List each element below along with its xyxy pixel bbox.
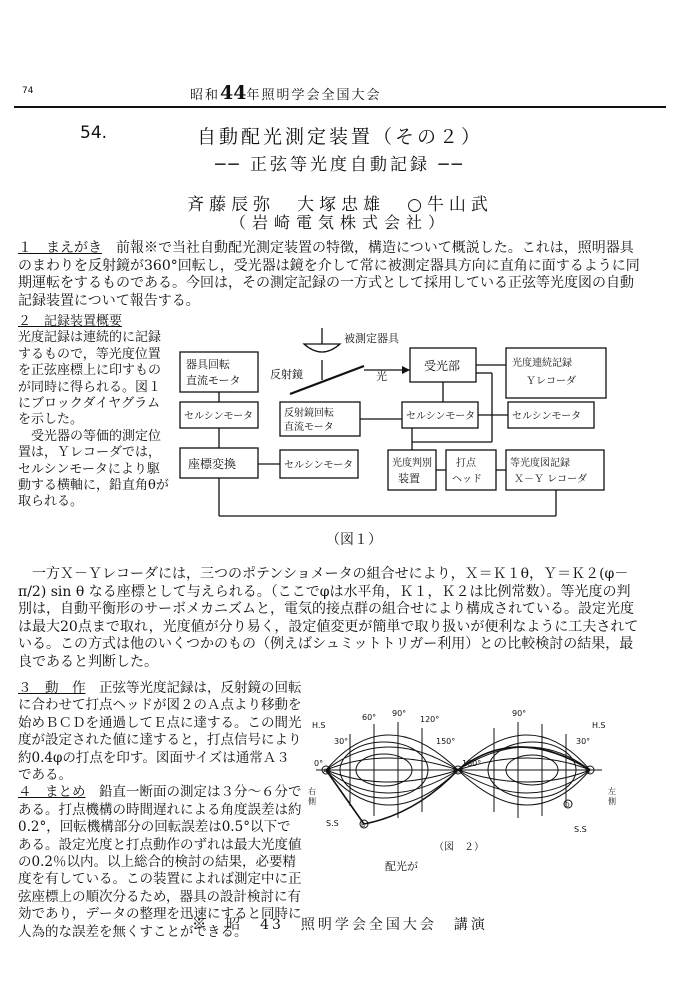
affiliation: （岩崎電気株式会社） (229, 213, 450, 232)
section-1 (18, 240, 642, 310)
section-1-heading: １ まえがき (18, 240, 102, 256)
paper-subtitle: ── 正弦等光度自動記録 ── (215, 155, 465, 175)
fig2-caption: （図 ２） (434, 842, 484, 853)
fig1-xy-recorder-1: 等光度図記録 (510, 458, 570, 469)
section-2-heading: ２ 記録装置概要 (18, 314, 123, 329)
fig1-xy-recorder-2: Ｘ－Ｙ レコーダ (514, 474, 588, 485)
fig1-selsyn-right: セルシンモータ (512, 411, 582, 422)
fig2-left-side-1: 右 (308, 787, 316, 796)
fig1-mirror-motor-1: 反射鏡回転 (284, 408, 334, 419)
section-1-body: 前報※で当社自動配光測定装置の特徴，構造について概説した。これは，照明器具のまわりを反射鏡が360°回転し，受光器は鏡を介して常に被測定器具方向に直角に面するように同期運転をするものである。今回は，その測定記録の一方式として採用している正弦等光度図の自動記録装置について報告する。 (18, 240, 640, 309)
fig2-point-c: C (455, 768, 460, 775)
handwritten-insertion: 配光が (385, 860, 418, 873)
fig2-right-side-1: 左 (608, 787, 616, 796)
fig1-y-recorder-1: 光度連続記録 (512, 358, 572, 369)
section-3-heading: ３ 動 作 (18, 680, 86, 696)
section-4-body-lead: 鉛直一断面の測定は３分～６分である。打点機構の時間遅れによる角度誤差は約0.2°，回転機構部分の回転誤差は0.5°以下である。設定光度と打点動作のずれは最大光度値の0.2％以内。以上総合的検討の結果，必要精度を有している。この装置によれば測定中に正弦座標上の順次分るため，器具の設計検討に有効であり，データの整理を迅速にすると同時に人為的な誤差を無くすことができる。 (18, 784, 302, 940)
fig2-angle-180: 180° (462, 759, 482, 768)
fig1-print-head-2: ヘッド (452, 474, 482, 485)
section-3 (18, 680, 303, 784)
fig1-light-source: 被測定器具 (344, 332, 399, 345)
running-head-number: 44 (220, 82, 247, 104)
fig2-ss-right: S.S (574, 825, 587, 834)
running-head (190, 82, 381, 104)
fig2-ss-left: S.S (326, 819, 339, 828)
fig1-light-label: 光 (376, 370, 387, 383)
fig2-hs-left: H.S (312, 721, 326, 730)
section-2-column (18, 314, 170, 511)
fig1-mirror-label: 反射鏡 (270, 368, 303, 381)
fig2-point-b: B (361, 822, 366, 829)
section-3-body: 正弦等光度記録は，反射鏡の回転に合わせて打点ヘッドが図２のＡ点より移動を始めＢＣＤを通過してＥ点に達する。この間光度が設定された値に達すると，打点信号により約0.4φの打点を印す。図面サイズは通常Ａ３である。 (18, 680, 302, 784)
fig1-y-recorder-2: Ｙレコーダ (526, 376, 576, 387)
fig2-angle-0: 0° (314, 759, 324, 768)
section-2-para-3: 一方Ｘ－Ｙレコーダには，三つのポテンショメータの組合せにより，Ｘ＝Ｋ１θ，Ｙ＝Ｋ２(φ－π/2) sin θ なる座標として与えられる。（ここでφは水平角，Ｋ１，Ｋ２は比例常数）。等光度の判別は，自動平衡形のサーボメカニズムと，電気的接点群の組合せにより構成されている。設定光度は最大20点まで取れ，光度値が分り易く，設定値変更が簡単で取り扱いが便利なように工夫されている。この方式は他のいくつかのもの（例えばシュミットトリガー利用）との比較検討の結果，最良であると判断した。 (18, 566, 639, 670)
fig1-coord-converter: 座標変換 (188, 457, 237, 471)
fig1-receiver: 受光部 (424, 359, 461, 373)
fig1-mirror-motor-2: 直流モータ (284, 422, 334, 433)
figure-1-block-diagram (176, 318, 628, 550)
fig2-angle-30-right: 30° (576, 737, 591, 746)
fig1-selsyn-mid: セルシンモータ (406, 411, 476, 422)
paper-title: 自動配光測定装置（その２） (196, 126, 483, 148)
fig1-selsyn-left: セルシンモータ (184, 411, 254, 422)
running-head-post: 年照明学会全国大会 (246, 88, 382, 103)
header-rule (14, 106, 666, 108)
section-3-4-column (18, 680, 303, 941)
fig2-angle-30: 30° (334, 737, 349, 746)
authors: 斉藤辰弥 大塚忠雄 ○牛山武 (187, 195, 493, 215)
fig1-discriminator-1: 光度判別 (392, 458, 432, 469)
fig1-print-head-1: 打点 (456, 458, 476, 469)
fig2-angle-150: 150° (436, 737, 456, 746)
fig2-left-side-2: 側 (308, 797, 316, 806)
paper-number: 54. (80, 123, 108, 143)
section-4-heading: ４ まとめ (18, 784, 86, 801)
fig1-discriminator-2: 装置 (398, 472, 420, 485)
fig2-right-side-2: 側 (608, 797, 616, 806)
fig2-hs-right: H.S (592, 721, 606, 730)
fig1-fixture-motor-1: 器具回転 (186, 358, 230, 371)
fig1-selsyn-bottom: セルシンモータ (284, 460, 354, 471)
running-head-pre: 昭和 (190, 88, 221, 103)
fig2-angle-90: 90° (392, 709, 407, 718)
fig2-angle-90-right: 90° (512, 709, 527, 718)
fig2-point-a: A (323, 768, 328, 775)
footnote: ※ 昭 43 照明学会全国大会 講演 (192, 917, 488, 933)
fig1-fixture-motor-2: 直流モータ (186, 374, 241, 387)
fig2-point-e: E (587, 768, 591, 775)
fig1-caption: （図１） (326, 532, 382, 548)
fig2-angle-120: 120° (420, 715, 440, 724)
page-number: 74 (22, 86, 34, 96)
section-2-para-2: 受光器の等価的測定位置は，Ｙレコーダでは，セルシンモータにより駆動する横軸に，鉛直角θが取られる。 (18, 428, 169, 510)
section-2-para-1: 光度記録は連続的に記録するもので，等光度位置を正弦座標上に印すものが同時に得られる。図１にブロックダイヤグラムを示した。 (18, 330, 162, 428)
fig2-angle-60: 60° (362, 713, 377, 722)
figure-2-sinusoidal-chart (306, 704, 626, 856)
fig2-point-d: D (565, 802, 570, 809)
